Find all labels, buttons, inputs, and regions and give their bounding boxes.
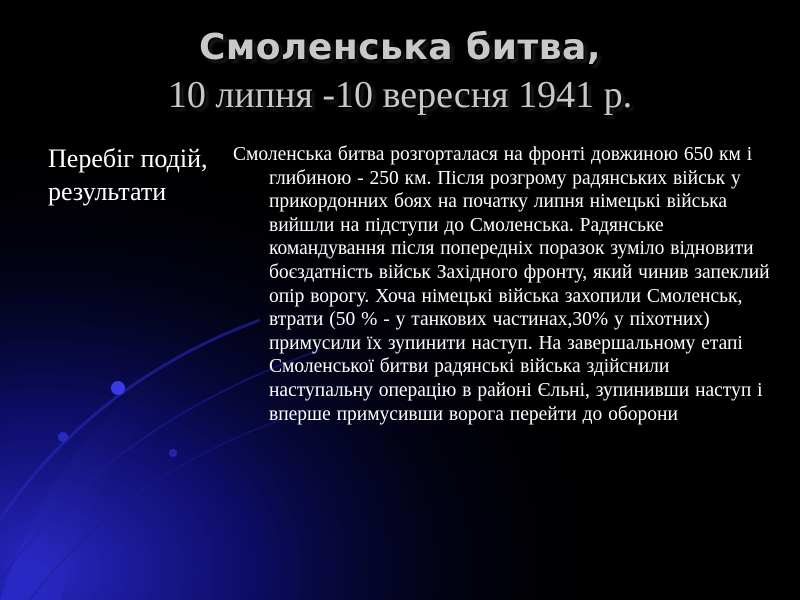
title-line-2: 10 липня -10 вересня 1941 р. (167, 74, 633, 116)
decor-dot-1 (111, 381, 125, 395)
decor-dot-2 (58, 432, 68, 442)
title-line-1: Смоленська битва, (198, 27, 602, 68)
body-paragraph: Смоленська битва розгорталася на фронті довжиною 650 км і глибиною - 250 км. Після розгрому радянських військ у прикордонних боях на початку липня німецькі війська вийшли на підступи до Смоленська. Радянське командування після попередніх поразок зуміло відновити боєздатність військ Західного фронту, який чинив запеклий опір ворогу. Хоча німецькі війська захопили Смоленськ, втрати (50 % - у танкових частинах,30% у піхотних) примусили їх зупинити наступ. На завершальному етапі Смоленської битви радянські війська здійснили наступальну операцію в районі Єльні, зупинивши наступ і вперше примусивши ворога перейти до оборони (233, 144, 770, 425)
decor-dot-3 (169, 449, 177, 457)
slide-title (0, 24, 800, 118)
section-heading: Перебіг подій, результати (48, 144, 208, 206)
